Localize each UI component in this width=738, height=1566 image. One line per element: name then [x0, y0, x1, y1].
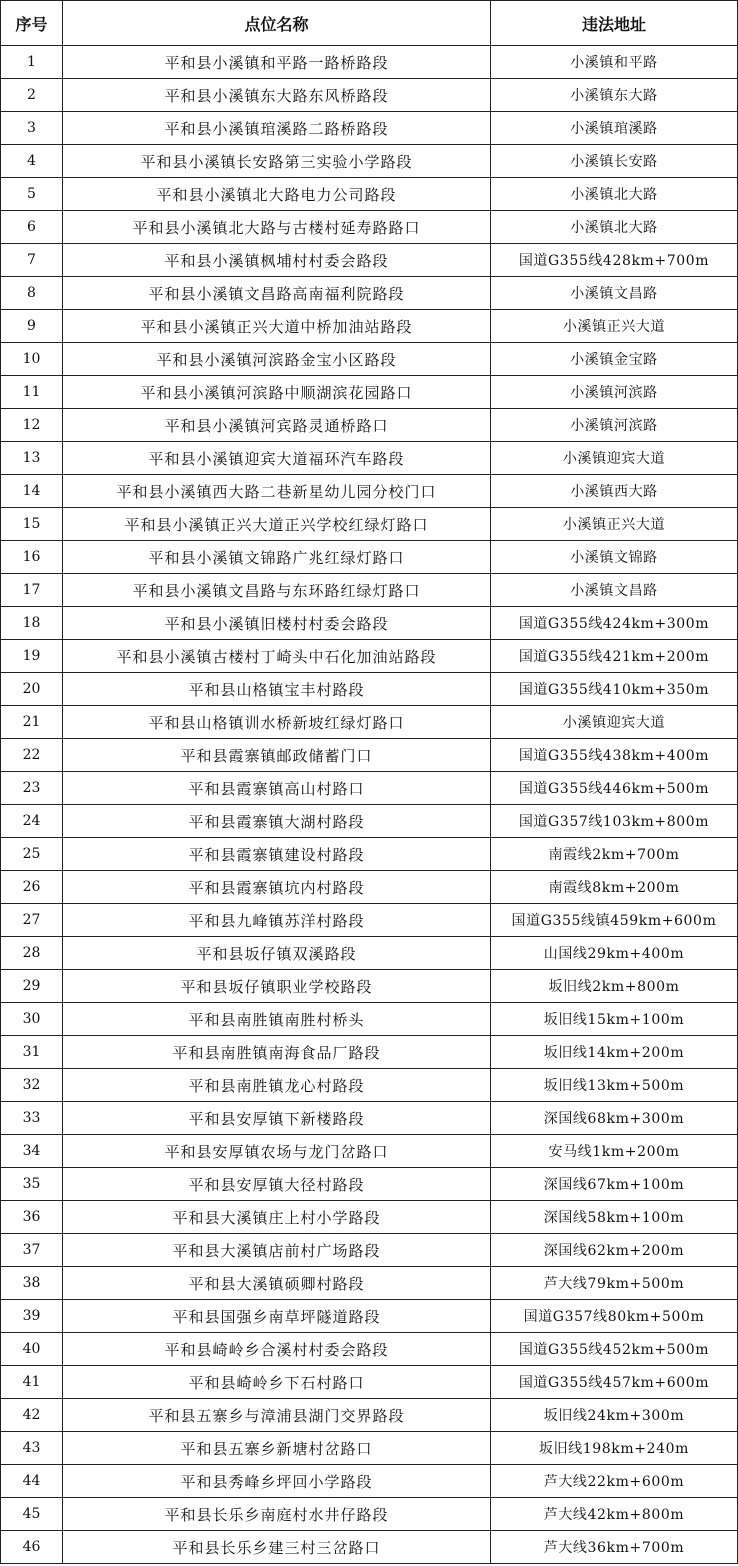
- violation-address: 国道G355线438km+400m: [491, 739, 738, 772]
- row-index: 25: [1, 838, 63, 871]
- violation-address: 小溪镇河滨路: [491, 376, 738, 409]
- row-index: 5: [1, 178, 63, 211]
- violation-address: 芦大线42km+800m: [491, 1498, 738, 1531]
- violation-address: 小溪镇琯溪路: [491, 112, 738, 145]
- header-violation-address: 违法地址: [491, 1, 738, 46]
- violation-address: 国道G355线446km+500m: [491, 772, 738, 805]
- location-name: 平和县大溪镇硕卿村路段: [63, 1267, 491, 1300]
- table-row: [1, 310, 738, 343]
- table-row: [1, 343, 738, 376]
- location-name: 平和县九峰镇苏洋村路段: [63, 904, 491, 937]
- header-index: 序号: [1, 1, 63, 46]
- location-name: 平和县小溪镇枫埔村村委会路段: [63, 244, 491, 277]
- location-name: 平和县小溪镇河滨路金宝小区路段: [63, 343, 491, 376]
- violation-address: 安马线1km+200m: [491, 1135, 738, 1168]
- violation-address: 坂旧线14km+200m: [491, 1036, 738, 1069]
- location-name: 平和县崎岭乡合溪村村委会路段: [63, 1333, 491, 1366]
- violation-address: 深国线67km+100m: [491, 1168, 738, 1201]
- location-name: 平和县小溪镇文锦路广兆红绿灯路口: [63, 541, 491, 574]
- violation-address: 国道G355线421km+200m: [491, 640, 738, 673]
- violation-address: 芦大线22km+600m: [491, 1465, 738, 1498]
- violation-address: 小溪镇文昌路: [491, 574, 738, 607]
- row-index: 10: [1, 343, 63, 376]
- violation-address: 小溪镇迎宾大道: [491, 442, 738, 475]
- location-name: 平和县五寨乡与漳浦县湖门交界路段: [63, 1399, 491, 1432]
- row-index: 20: [1, 673, 63, 706]
- table-row: [1, 1003, 738, 1036]
- row-index: 22: [1, 739, 63, 772]
- table-row: [1, 1168, 738, 1201]
- location-name: 平和县霞寨镇高山村路口: [63, 772, 491, 805]
- violation-address: 小溪镇正兴大道: [491, 508, 738, 541]
- violation-address: 国道G357线80km+500m: [491, 1300, 738, 1333]
- location-name: 平和县小溪镇河宾路灵通桥路口: [63, 409, 491, 442]
- violation-address: 小溪镇文锦路: [491, 541, 738, 574]
- location-name: 平和县小溪镇和平路一路桥路段: [63, 46, 491, 79]
- row-index: 16: [1, 541, 63, 574]
- location-name: 平和县霞寨镇大湖村路段: [63, 805, 491, 838]
- location-name: 平和县南胜镇龙心村路段: [63, 1069, 491, 1102]
- table-row: [1, 1399, 738, 1432]
- location-name: 平和县小溪镇文昌路高南福利院路段: [63, 277, 491, 310]
- location-name: 平和县小溪镇西大路二巷新星幼儿园分校门口: [63, 475, 491, 508]
- table-row: [1, 409, 738, 442]
- location-name: 平和县小溪镇文昌路与东环路红绿灯路口: [63, 574, 491, 607]
- location-name: 平和县小溪镇琯溪路二路桥路段: [63, 112, 491, 145]
- table-row: [1, 376, 738, 409]
- violation-address: 国道G355线452km+500m: [491, 1333, 738, 1366]
- row-index: 19: [1, 640, 63, 673]
- row-index: 38: [1, 1267, 63, 1300]
- table-row: [1, 673, 738, 706]
- violation-address: 小溪镇长安路: [491, 145, 738, 178]
- row-index: 21: [1, 706, 63, 739]
- row-index: 44: [1, 1465, 63, 1498]
- location-name: 平和县长乐乡南庭村水井仔路段: [63, 1498, 491, 1531]
- table-row: [1, 1300, 738, 1333]
- table-row: [1, 1531, 738, 1564]
- location-name: 平和县霞寨镇坑内村路段: [63, 871, 491, 904]
- row-index: 11: [1, 376, 63, 409]
- table-row: [1, 937, 738, 970]
- location-name: 平和县安厚镇农场与龙门岔路口: [63, 1135, 491, 1168]
- violation-address: 深国线68km+300m: [491, 1102, 738, 1135]
- row-index: 28: [1, 937, 63, 970]
- row-index: 12: [1, 409, 63, 442]
- row-index: 27: [1, 904, 63, 937]
- row-index: 14: [1, 475, 63, 508]
- row-index: 24: [1, 805, 63, 838]
- row-index: 3: [1, 112, 63, 145]
- row-index: 33: [1, 1102, 63, 1135]
- location-name: 平和县山格镇宝丰村路段: [63, 673, 491, 706]
- violation-address: 小溪镇金宝路: [491, 343, 738, 376]
- row-index: 7: [1, 244, 63, 277]
- row-index: 46: [1, 1531, 63, 1564]
- row-index: 45: [1, 1498, 63, 1531]
- violation-address: 国道G355线457km+600m: [491, 1366, 738, 1399]
- row-index: 32: [1, 1069, 63, 1102]
- row-index: 41: [1, 1366, 63, 1399]
- location-name: 平和县秀峰乡坪回小学路段: [63, 1465, 491, 1498]
- violation-address: 深国线62km+200m: [491, 1234, 738, 1267]
- table-row: [1, 640, 738, 673]
- table-row: [1, 475, 738, 508]
- violation-address: 芦大线79km+500m: [491, 1267, 738, 1300]
- row-index: 15: [1, 508, 63, 541]
- header-row: [1, 1, 738, 46]
- table-row: [1, 1201, 738, 1234]
- row-index: 8: [1, 277, 63, 310]
- row-index: 2: [1, 79, 63, 112]
- location-name: 平和县五寨乡新塘村岔路口: [63, 1432, 491, 1465]
- location-name: 平和县安厚镇下新楼路段: [63, 1102, 491, 1135]
- table-row: [1, 1465, 738, 1498]
- row-index: 6: [1, 211, 63, 244]
- violation-address: 坂旧线2km+800m: [491, 970, 738, 1003]
- violation-address: 芦大线36km+700m: [491, 1531, 738, 1564]
- violation-address: 小溪镇北大路: [491, 211, 738, 244]
- location-name: 平和县山格镇训水桥新坡红绿灯路口: [63, 706, 491, 739]
- table-row: [1, 1135, 738, 1168]
- violation-address: 国道G355线428km+700m: [491, 244, 738, 277]
- row-index: 23: [1, 772, 63, 805]
- row-index: 35: [1, 1168, 63, 1201]
- violation-address: 深国线58km+100m: [491, 1201, 738, 1234]
- row-index: 34: [1, 1135, 63, 1168]
- violation-address: 国道G355线424km+300m: [491, 607, 738, 640]
- location-name: 平和县小溪镇正兴大道中桥加油站路段: [63, 310, 491, 343]
- table-row: [1, 805, 738, 838]
- location-name: 平和县小溪镇正兴大道正兴学校红绿灯路口: [63, 508, 491, 541]
- location-name: 平和县长乐乡建三村三岔路口: [63, 1531, 491, 1564]
- violation-address: 坂旧线13km+500m: [491, 1069, 738, 1102]
- row-index: 26: [1, 871, 63, 904]
- table-row: [1, 838, 738, 871]
- violation-address: 坂旧线198km+240m: [491, 1432, 738, 1465]
- table-row: [1, 1432, 738, 1465]
- table-row: [1, 442, 738, 475]
- table-row: [1, 1366, 738, 1399]
- table-row: [1, 178, 738, 211]
- location-name: 平和县崎岭乡下石村路口: [63, 1366, 491, 1399]
- header-location-name: 点位名称: [63, 1, 491, 46]
- location-name: 平和县大溪镇庄上村小学路段: [63, 1201, 491, 1234]
- violation-address: 国道G355线镇459km+600m: [491, 904, 738, 937]
- table-row: [1, 79, 738, 112]
- location-name: 平和县安厚镇大径村路段: [63, 1168, 491, 1201]
- table-row: [1, 574, 738, 607]
- table-row: [1, 1498, 738, 1531]
- table-row: [1, 541, 738, 574]
- table-row: [1, 607, 738, 640]
- violation-address: 小溪镇正兴大道: [491, 310, 738, 343]
- row-index: 17: [1, 574, 63, 607]
- location-name: 平和县小溪镇河滨路中顺湖滨花园路口: [63, 376, 491, 409]
- row-index: 31: [1, 1036, 63, 1069]
- table-header: [1, 1, 738, 46]
- location-name: 平和县小溪镇迎宾大道福环汽车路段: [63, 442, 491, 475]
- violation-address: 南霞线8km+200m: [491, 871, 738, 904]
- table-row: [1, 904, 738, 937]
- row-index: 13: [1, 442, 63, 475]
- row-index: 37: [1, 1234, 63, 1267]
- table-row: [1, 1069, 738, 1102]
- location-name: 平和县大溪镇店前村广场路段: [63, 1234, 491, 1267]
- table-row: [1, 706, 738, 739]
- violation-address: 南霞线2km+700m: [491, 838, 738, 871]
- table-row: [1, 772, 738, 805]
- table-row: [1, 277, 738, 310]
- location-name: 平和县小溪镇长安路第三实验小学路段: [63, 145, 491, 178]
- violation-address: 国道G355线410km+350m: [491, 673, 738, 706]
- violation-address: 坂旧线24km+300m: [491, 1399, 738, 1432]
- location-name: 平和县小溪镇古楼村丁崎头中石化加油站路段: [63, 640, 491, 673]
- table-row: [1, 145, 738, 178]
- violation-address: 小溪镇东大路: [491, 79, 738, 112]
- row-index: 9: [1, 310, 63, 343]
- row-index: 30: [1, 1003, 63, 1036]
- row-index: 39: [1, 1300, 63, 1333]
- violation-address: 小溪镇迎宾大道: [491, 706, 738, 739]
- row-index: 18: [1, 607, 63, 640]
- table-row: [1, 46, 738, 79]
- location-name: 平和县南胜镇南胜村桥头: [63, 1003, 491, 1036]
- table-row: [1, 1036, 738, 1069]
- location-name: 平和县坂仔镇双溪路段: [63, 937, 491, 970]
- location-name: 平和县小溪镇北大路电力公司路段: [63, 178, 491, 211]
- row-index: 36: [1, 1201, 63, 1234]
- row-index: 1: [1, 46, 63, 79]
- violation-address: 小溪镇北大路: [491, 178, 738, 211]
- location-name: 平和县小溪镇旧楼村村委会路段: [63, 607, 491, 640]
- location-name: 平和县小溪镇北大路与古楼村延寿路路口: [63, 211, 491, 244]
- violation-address: 小溪镇西大路: [491, 475, 738, 508]
- row-index: 43: [1, 1432, 63, 1465]
- location-name: 平和县坂仔镇职业学校路段: [63, 970, 491, 1003]
- violation-address: 国道G357线103km+800m: [491, 805, 738, 838]
- table-row: [1, 871, 738, 904]
- table-row: [1, 1333, 738, 1366]
- location-name: 平和县霞寨镇邮政储蓄门口: [63, 739, 491, 772]
- table-body: [1, 46, 738, 1564]
- table-row: [1, 508, 738, 541]
- violation-address: 坂旧线15km+100m: [491, 1003, 738, 1036]
- location-name: 平和县南胜镇南海食品厂路段: [63, 1036, 491, 1069]
- table-row: [1, 1267, 738, 1300]
- table-row: [1, 244, 738, 277]
- row-index: 29: [1, 970, 63, 1003]
- location-name: 平和县小溪镇东大路东风桥路段: [63, 79, 491, 112]
- row-index: 42: [1, 1399, 63, 1432]
- table-row: [1, 112, 738, 145]
- row-index: 40: [1, 1333, 63, 1366]
- violation-address: 小溪镇文昌路: [491, 277, 738, 310]
- table-row: [1, 1234, 738, 1267]
- location-name: 平和县霞寨镇建设村路段: [63, 838, 491, 871]
- table-row: [1, 211, 738, 244]
- violation-address: 小溪镇河滨路: [491, 409, 738, 442]
- violation-address: 小溪镇和平路: [491, 46, 738, 79]
- table-row: [1, 1102, 738, 1135]
- location-name: 平和县国强乡南草坪隧道路段: [63, 1300, 491, 1333]
- row-index: 4: [1, 145, 63, 178]
- table-row: [1, 970, 738, 1003]
- violation-address: 山国线29km+400m: [491, 937, 738, 970]
- table-row: [1, 739, 738, 772]
